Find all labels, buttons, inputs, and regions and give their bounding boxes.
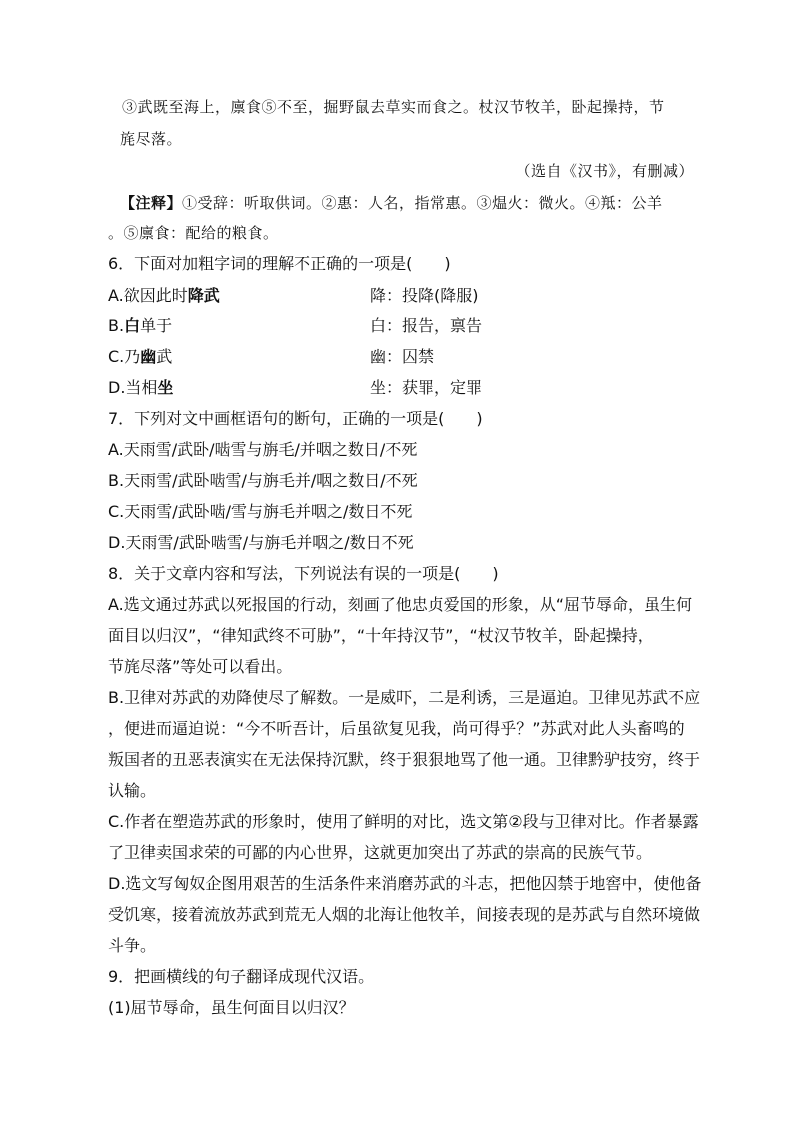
q6-c-suffix: 武 [156,347,173,366]
q9-item-1: (1)屈节辱命，虽生何面目以归汉？ [108,998,355,1017]
q8-option-a-line1[interactable]: A.选文通过苏武以死报国的行动，刻画了他忠贞爱国的形象，从“屈节辱命，虽生何 [108,595,693,614]
q6-stem: 6．下面对加粗字词的理解不正确的一项是( ) [108,254,451,273]
q6-d-gloss: 坐：获罪，定罪 [370,378,483,397]
q8-option-b-line3: 叛国者的丑恶表演实在无法保持沉默，终于狠狠地骂了他一通。卫律黔驴技穷，终于 [108,750,701,769]
q6-b-bold-term: 白 [124,316,141,335]
q7-option-c[interactable]: C.天雨雪/武卧啮/雪与旃毛并咽之/数日不死 [108,502,413,521]
q8-option-b-line2: ，便进而逼迫说：“今不听吾计，后虽欲复见我，尚可得乎？”苏武对此人头畜鸣的 [108,719,685,738]
q7-stem: 7．下列对文中画框语句的断句，正确的一项是( ) [108,409,483,428]
q8-option-d-line2: 受饥寒，接着流放苏武到荒无人烟的北海让他牧羊，间接表现的是苏武与自然环境做 [108,905,701,924]
q6-a-prefix: A.欲因此时 [108,286,188,305]
notes-text-1: ①受辞：听取供词。②惠：人名，指常惠。③煴火：微火。④羝：公羊 [182,194,663,212]
q8-option-b-line4: 认输。 [108,781,157,800]
notes-line2: 。⑤廪食：配给的粮食。 [108,224,279,242]
q6-option-a[interactable] [108,285,668,307]
q6-b-prefix: B. [108,316,125,335]
q6-d-bold-term: 坐 [157,378,174,397]
q8-option-d-line3: 斗争。 [108,936,157,955]
q6-b-gloss: 白：报告，禀告 [370,316,483,335]
q6-option-b[interactable] [108,315,668,337]
passage-para3-line1: ③武既至海上，廪食⑤不至，掘野鼠去草实而食之。杖汉节牧羊，卧起操持，节 [122,98,665,116]
q6-c-prefix: C.乃 [108,347,141,366]
q8-option-c-line2: 了卫律卖国求荣的可鄙的内心世界，这就更加突出了苏武的崇高的民族气节。 [108,843,653,862]
q8-option-c-line1[interactable]: C.作者在塑造苏武的形象时，使用了鲜明的对比，选文第②段与卫律对比。作者暴露 [108,812,699,831]
q8-option-d-line1[interactable]: D.选文写匈奴企图用艰苦的生活条件来消磨苏武的斗志，把他囚禁于地窖中，使他备 [108,874,702,893]
notes-line1 [120,192,663,214]
notes-label: 【注释】 [120,194,183,212]
q6-a-bold-term: 降武 [187,286,220,305]
q7-option-d[interactable]: D.天雨雪/武卧啮雪/与旃毛并咽之/数日不死 [108,533,414,552]
q6-d-prefix: D.当相 [108,378,158,397]
passage-para3-line2: 旄尽落。 [120,130,183,148]
q8-option-a-line3: 节旄尽落”等处可以看出。 [108,657,293,676]
q6-a-gloss: 降：投降(降服) [370,286,479,305]
q8-option-b-line1[interactable]: B.卫律对苏武的劝降使尽了解数。一是威吓，二是利诱，三是逼迫。卫律见苏武不应 [108,688,701,707]
q8-stem: 8．关于文章内容和写法，下列说法有误的一项是( ) [108,564,499,583]
passage-source: （选自《汉书》，有删减） [515,162,694,180]
q6-c-bold-term: 幽 [140,347,157,366]
q6-b-suffix: 单于 [140,316,173,335]
q7-option-a[interactable]: A.天雨雪/武卧/啮雪与旃毛/并咽之数日/不死 [108,440,418,459]
q9-stem: 9．把画横线的句子翻译成现代汉语。 [108,967,375,986]
q6-c-gloss: 幽：囚禁 [370,347,435,366]
q8-option-a-line2: 面目以归汉”，“律知武终不可胁”，“十年持汉节”，“杖汉节牧羊，卧起操持， [108,626,654,645]
q6-option-c[interactable] [108,346,668,368]
q7-option-b[interactable]: B.天雨雪/武卧啮雪/与旃毛并/咽之数日/不死 [108,471,418,490]
q6-option-d[interactable] [108,377,668,399]
